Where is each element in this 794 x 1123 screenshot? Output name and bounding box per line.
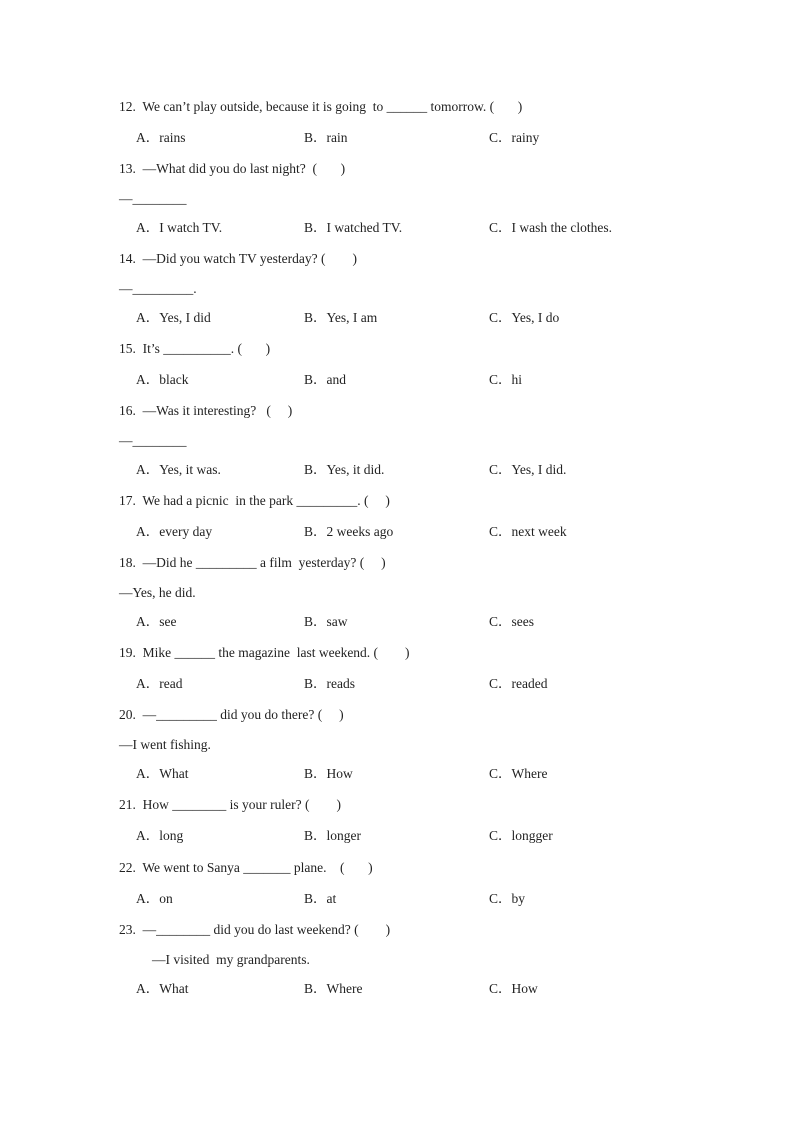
question-17: 17. We had a picnic in the park _________. ( )	[119, 493, 390, 508]
question-23: 23. —________ did you do last weekend? ( )	[119, 922, 391, 937]
question-19: 19. Mike ______ the magazine last weekend. ( )	[119, 645, 410, 660]
option-c[interactable]: C．rainy	[489, 130, 540, 145]
option-a[interactable]: A．black	[136, 372, 189, 387]
option-b[interactable]: B．longer	[304, 828, 361, 843]
option-a[interactable]: A．What	[136, 981, 189, 996]
option-b[interactable]: B．I watched TV.	[304, 220, 403, 235]
answer-line: —________	[119, 433, 187, 448]
option-a[interactable]: A．I watch TV.	[136, 220, 223, 235]
question-18: 18. —Did he _________ a film yesterday? ( )	[119, 555, 386, 570]
question-20: 20. —_________ did you do there? ( )	[119, 707, 344, 722]
question-16: 16. —Was it interesting? ( )	[119, 403, 293, 418]
option-c[interactable]: C．sees	[489, 614, 534, 629]
option-b[interactable]: B．2 weeks ago	[304, 524, 394, 539]
question-13: 13. —What did you do last night? ( )	[119, 161, 346, 176]
option-b[interactable]: B．Yes, it did.	[304, 462, 385, 477]
answer-line: —_________.	[119, 281, 197, 296]
option-a[interactable]: A．every day	[136, 524, 213, 539]
answer-line: —________	[119, 191, 187, 206]
option-c[interactable]: C．How	[489, 981, 538, 996]
answer-line: —I went fishing.	[119, 737, 211, 752]
question-15: 15. It’s __________. ( )	[119, 341, 271, 356]
option-a[interactable]: A．Yes, I did	[136, 310, 211, 325]
answer-line: —I visited my grandparents.	[152, 952, 310, 967]
option-c[interactable]: C．by	[489, 891, 526, 906]
option-b[interactable]: B．Yes, I am	[304, 310, 378, 325]
option-a[interactable]: A．What	[136, 766, 189, 781]
option-a[interactable]: A．read	[136, 676, 183, 691]
answer-line: —Yes, he did.	[119, 585, 196, 600]
question-21: 21. How ________ is your ruler? ( )	[119, 797, 341, 812]
question-12: 12. We can’t play outside, because it is going to ______ tomorrow. ( )	[119, 99, 523, 114]
option-a[interactable]: A．on	[136, 891, 173, 906]
option-c[interactable]: C．Where	[489, 766, 548, 781]
option-c[interactable]: C．longger	[489, 828, 553, 843]
option-c[interactable]: C．next week	[489, 524, 567, 539]
option-c[interactable]: C．hi	[489, 372, 523, 387]
option-b[interactable]: B．rain	[304, 130, 348, 145]
option-c[interactable]: C．Yes, I did.	[489, 462, 567, 477]
option-a[interactable]: A．long	[136, 828, 184, 843]
question-22: 22. We went to Sanya _______ plane. ( )	[119, 860, 373, 875]
option-b[interactable]: B．saw	[304, 614, 348, 629]
option-c[interactable]: C．readed	[489, 676, 548, 691]
option-b[interactable]: B．and	[304, 372, 346, 387]
option-c[interactable]: C．I wash the clothes.	[489, 220, 612, 235]
option-b[interactable]: B．How	[304, 766, 353, 781]
option-b[interactable]: B．reads	[304, 676, 355, 691]
option-b[interactable]: B．at	[304, 891, 337, 906]
option-b[interactable]: B．Where	[304, 981, 363, 996]
option-c[interactable]: C．Yes, I do	[489, 310, 560, 325]
option-a[interactable]: A．Yes, it was.	[136, 462, 221, 477]
option-a[interactable]: A．rains	[136, 130, 186, 145]
question-14: 14. —Did you watch TV yesterday? ( )	[119, 251, 357, 266]
option-a[interactable]: A．see	[136, 614, 177, 629]
